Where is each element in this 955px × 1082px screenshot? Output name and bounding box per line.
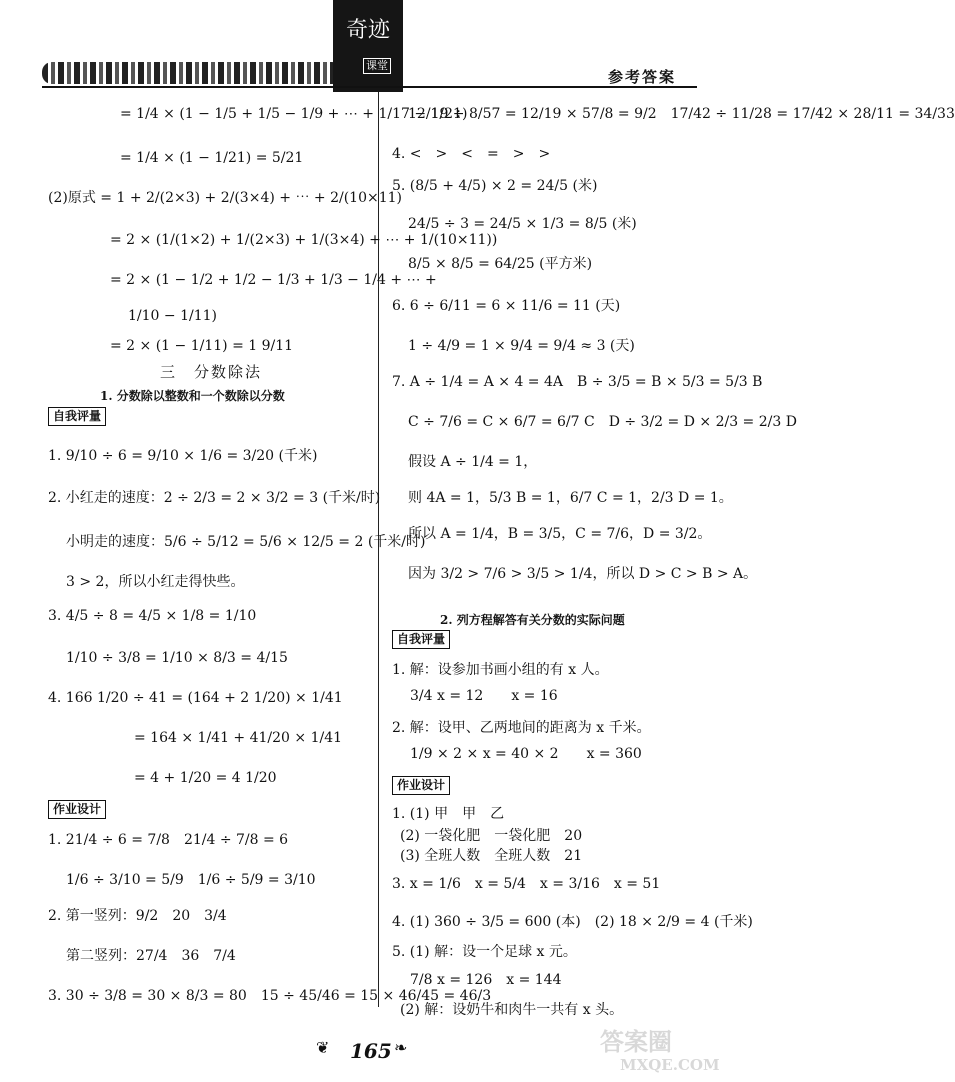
answer-line: 1. 21/4 ÷ 6 = 7/8 21/4 ÷ 7/8 = 6 [48,832,289,848]
answer-line: 1. (1) 甲 甲 乙 [392,806,505,822]
answer-line: 4. < > < = > > [392,146,551,162]
answer-line: = 1/4 × (1 − 1/21) = 5/21 [120,150,304,166]
answer-line: 1. 解：设参加书画小组的有 x 人。 [392,662,609,678]
answer-line: 2. 第一竖列：9/2 20 3/4 [48,908,227,924]
answer-line: 2. 解：设甲、乙两地间的距离为 x 千米。 [392,720,651,736]
page-number-badge [316,1036,440,1066]
answer-line: 12/19 ÷ 8/57 = 12/19 × 57/8 = 9/2 17/42 ÷ 11/28 = 17/42 × 28/11 = 34/33 [408,106,955,122]
answer-line: 5. (1) 解：设一个足球 x 元。 [392,944,577,960]
header-logo [333,0,403,92]
answer-line: 3. 4/5 ÷ 8 = 4/5 × 1/8 = 1/10 [48,608,257,624]
answer-line: 1. 9/10 ÷ 6 = 9/10 × 1/6 = 3/20 (千米) [48,448,318,464]
section-label-box: 作业设计 [392,776,450,795]
answer-line: C ÷ 7/6 = C × 6/7 = 6/7 C D ÷ 3/2 = D × 2/3 = 2/3 D [408,414,797,430]
answer-line: 假设 A ÷ 1/4 = 1， [408,454,538,470]
answer-line: (3) 全班人数 全班人数 21 [400,848,583,864]
answer-line: 1 ÷ 4/9 = 1 × 9/4 = 9/4 ≈ 3 (天) [408,338,635,354]
header-ornament [42,62,342,84]
answer-line: 1/9 × 2 × x = 40 × 2 x = 360 [410,746,642,762]
answer-line: 则 4A = 1，5/3 B = 1，6/7 C = 1，2/3 D = 1。 [408,490,733,506]
answer-line: 三 分数除法 [160,363,263,381]
swirl-right-icon: ❧ [394,1038,408,1057]
answer-line: 3. 30 ÷ 3/8 = 30 × 8/3 = 80 15 ÷ 45/46 = 15 × 46/45 = 46/3 [48,988,492,1004]
answer-line: 第二竖列：27/4 36 7/4 [66,948,236,964]
section-label-box: 自我评量 [392,630,450,649]
answer-line: 1/6 ÷ 3/10 = 5/9 1/6 ÷ 5/9 = 3/10 [66,872,316,888]
answer-line: 8/5 × 8/5 = 64/25 (平方米) [408,256,593,272]
answer-line: = 1/4 × (1 − 1/5 + 1/5 − 1/9 + ⋯ + 1/17 − 1/21) [120,106,468,122]
swirl-left-icon: ❦ [316,1038,330,1057]
answer-line: 3. x = 1/6 x = 5/4 x = 3/16 x = 51 [392,876,661,892]
answer-line: = 164 × 1/41 + 41/20 × 1/41 [134,730,343,746]
answer-line: 因为 3/2 > 7/6 > 3/5 > 1/4，所以 D > C > B > A。 [408,566,758,582]
answer-line: (2) 一袋化肥 一袋化肥 20 [400,828,583,844]
page-number: 165 [350,1039,392,1063]
watermark-url: MXQE.COM [620,1056,720,1074]
answer-line: 4. (1) 360 ÷ 3/5 = 600 (本) (2) 18 × 2/9 = 4 (千米) [392,914,753,930]
watermark: 答案圈 [600,1027,672,1056]
answer-line: (2) 解：设奶牛和肉牛一共有 x 头。 [400,1002,624,1018]
section-label-box: 作业设计 [48,800,106,819]
answer-line: 4. 166 1/20 ÷ 41 = (164 + 2 1/20) × 1/41 [48,690,343,706]
answer-line: 3 > 2，所以小红走得快些。 [66,574,245,590]
answer-line: 所以 A = 1/4，B = 3/5，C = 7/6，D = 3/2。 [408,526,712,542]
answer-line: 1/10 − 1/11) [128,308,217,324]
answer-line: 2. 小红走的速度：2 ÷ 2/3 = 2 × 3/2 = 3 (千米/时) [48,490,381,506]
answer-line: 6. 6 ÷ 6/11 = 6 × 11/6 = 11 (天) [392,298,621,314]
answer-line: 5. (8/5 + 4/5) × 2 = 24/5 (米) [392,178,598,194]
section-title: 参考答案 [608,68,677,86]
answer-line: 7. A ÷ 1/4 = A × 4 = 4A B ÷ 3/5 = B × 5/3 = 5/3 B [392,374,763,390]
answer-line: 1/10 ÷ 3/8 = 1/10 × 8/3 = 4/15 [66,650,288,666]
answer-line: 2. 列方程解答有关分数的实际问题 [440,613,625,627]
logo-text: 奇迹 [345,18,390,43]
section-label-box: 自我评量 [48,407,106,426]
answer-line: = 2 × (1 − 1/2 + 1/2 − 1/3 + 1/3 − 1/4 + ⋯ + [110,272,437,288]
answer-line: = 2 × (1 − 1/11) = 1 9/11 [110,338,294,354]
answer-line: = 2 × (1/(1×2) + 1/(2×3) + 1/(3×4) + ⋯ + 1/(10×11)) [110,232,498,248]
header-rule [42,86,697,88]
answer-line: (2)原式 = 1 + 2/(2×3) + 2/(3×4) + ⋯ + 2/(10×11) [48,190,402,206]
answer-line: 小明走的速度：5/6 ÷ 5/12 = 5/6 × 12/5 = 2 (千米/时) [66,534,426,550]
answer-line: 3/4 x = 12 x = 16 [410,688,558,704]
answer-line: = 4 + 1/20 = 4 1/20 [134,770,277,786]
answer-line: 24/5 ÷ 3 = 24/5 × 1/3 = 8/5 (米) [408,216,637,232]
answer-line: 7/8 x = 126 x = 144 [410,972,562,988]
logo-subtext: 课堂 [363,58,391,74]
answer-line: 1. 分数除以整数和一个数除以分数 [100,389,285,403]
